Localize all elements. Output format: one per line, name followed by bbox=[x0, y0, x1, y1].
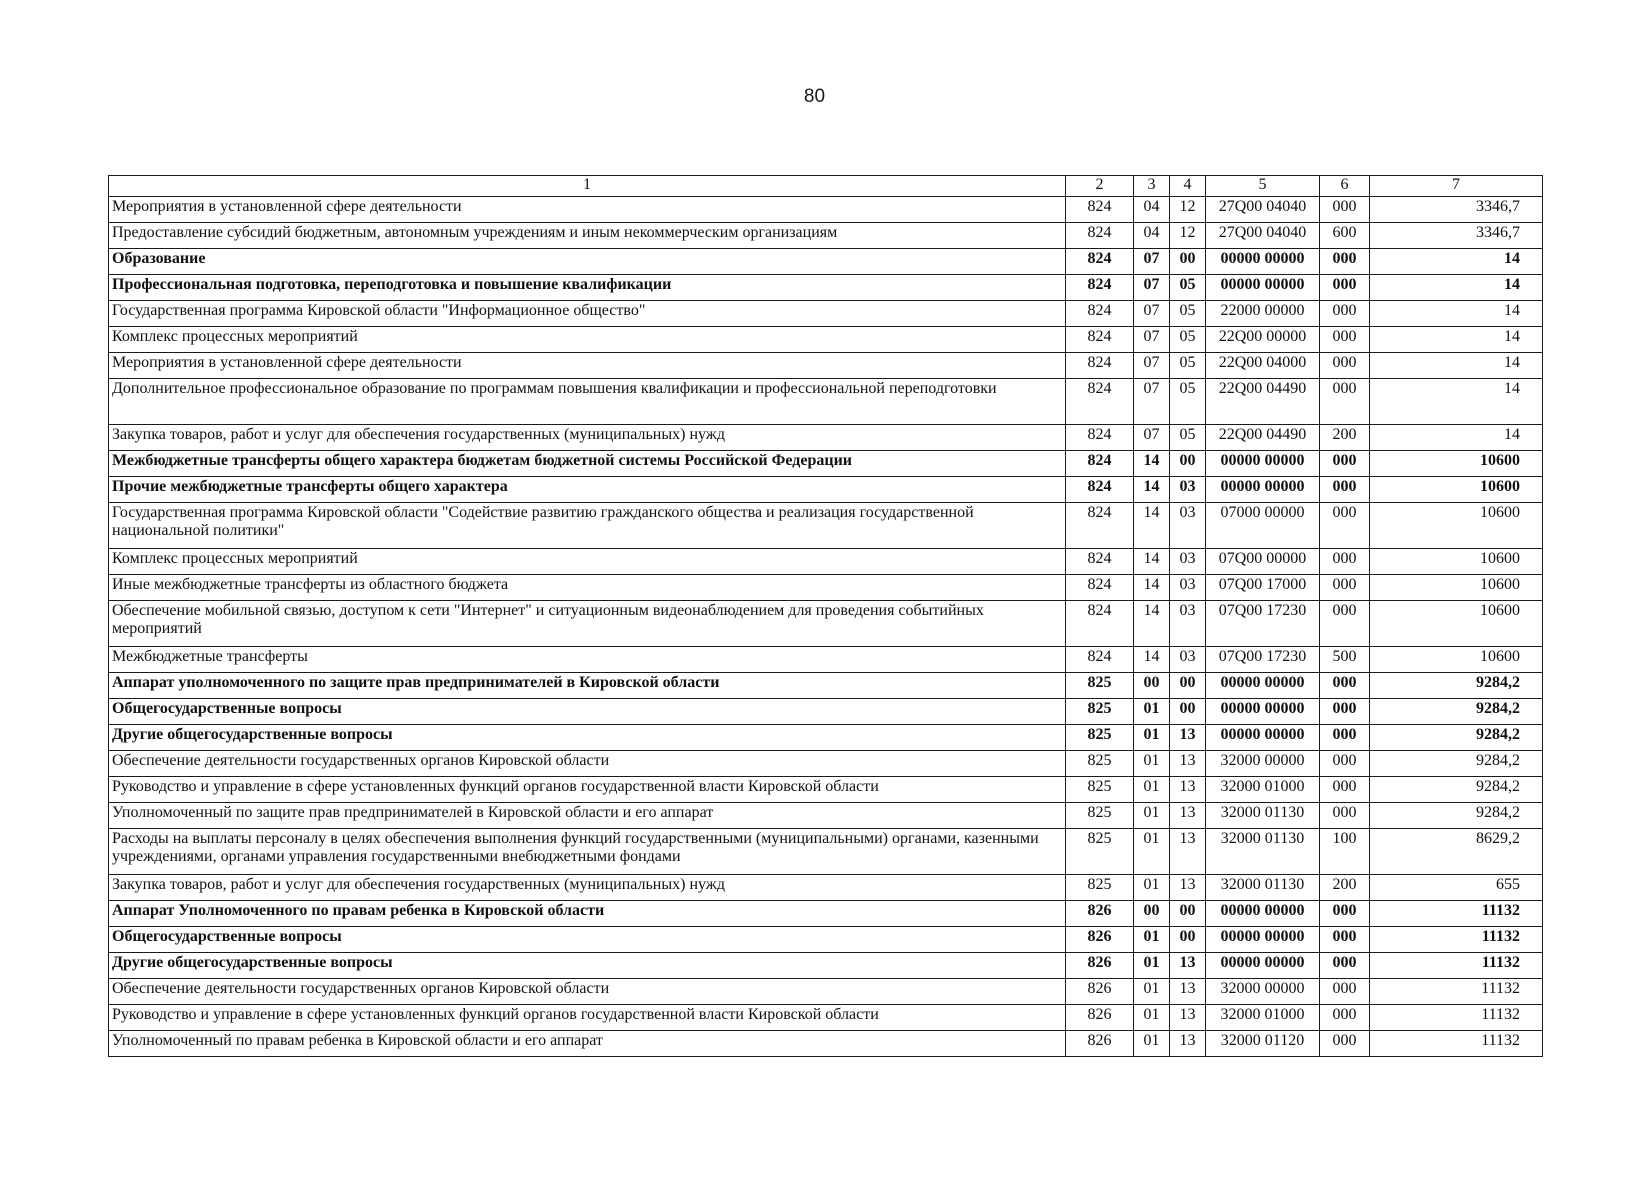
row-name-cell: Другие общегосударственные вопросы bbox=[109, 953, 1066, 979]
row-target-cell: 07Q00 17230 bbox=[1206, 647, 1320, 673]
row-amount-cell: 3346,7 bbox=[1370, 223, 1543, 249]
row-name-cell: Комплекс процессных мероприятий bbox=[109, 549, 1066, 575]
row-name-cell: Межбюджетные трансферты bbox=[109, 647, 1066, 673]
row-code-cell: 824 bbox=[1066, 549, 1134, 575]
row-name-cell: Руководство и управление в сфере установленных функций органов государственной власти Кировской области bbox=[109, 777, 1066, 803]
row-name-cell: Прочие межбюджетные трансферты общего характера bbox=[109, 477, 1066, 503]
row-code-cell: 824 bbox=[1066, 275, 1134, 301]
row-subsection-cell: 05 bbox=[1170, 301, 1206, 327]
row-target-cell: 22Q00 04490 bbox=[1206, 379, 1320, 425]
table-row bbox=[109, 425, 1543, 451]
row-exp-type-cell: 000 bbox=[1320, 503, 1370, 549]
row-code-cell: 824 bbox=[1066, 379, 1134, 425]
row-code-cell: 824 bbox=[1066, 301, 1134, 327]
row-exp-type-cell: 000 bbox=[1320, 601, 1370, 647]
row-exp-type-cell: 600 bbox=[1320, 223, 1370, 249]
row-target-cell: 32000 01000 bbox=[1206, 1005, 1320, 1031]
row-exp-type-cell: 000 bbox=[1320, 1031, 1370, 1057]
row-subsection-cell: 13 bbox=[1170, 829, 1206, 875]
row-name-cell: Государственная программа Кировской области "Информационное общество" bbox=[109, 301, 1066, 327]
row-subsection-cell: 13 bbox=[1170, 1005, 1206, 1031]
row-exp-type-cell: 000 bbox=[1320, 249, 1370, 275]
row-section-cell: 04 bbox=[1134, 223, 1170, 249]
row-subsection-cell: 03 bbox=[1170, 477, 1206, 503]
table-row bbox=[109, 275, 1543, 301]
row-amount-cell: 9284,2 bbox=[1370, 673, 1543, 699]
row-subsection-cell: 03 bbox=[1170, 601, 1206, 647]
row-code-cell: 824 bbox=[1066, 647, 1134, 673]
row-section-cell: 04 bbox=[1134, 197, 1170, 223]
row-amount-cell: 10600 bbox=[1370, 477, 1543, 503]
row-name-cell: Обеспечение деятельности государственных органов Кировской области bbox=[109, 751, 1066, 777]
row-amount-cell: 14 bbox=[1370, 327, 1543, 353]
row-subsection-cell: 13 bbox=[1170, 777, 1206, 803]
table-row bbox=[109, 549, 1543, 575]
row-exp-type-cell: 000 bbox=[1320, 673, 1370, 699]
row-target-cell: 00000 00000 bbox=[1206, 699, 1320, 725]
row-exp-type-cell: 100 bbox=[1320, 829, 1370, 875]
row-code-cell: 824 bbox=[1066, 327, 1134, 353]
row-code-cell: 824 bbox=[1066, 477, 1134, 503]
row-subsection-cell: 13 bbox=[1170, 875, 1206, 901]
table-row bbox=[109, 327, 1543, 353]
table-row bbox=[109, 249, 1543, 275]
row-code-cell: 825 bbox=[1066, 673, 1134, 699]
row-section-cell: 14 bbox=[1134, 503, 1170, 549]
row-amount-cell: 11132 bbox=[1370, 979, 1543, 1005]
row-subsection-cell: 13 bbox=[1170, 751, 1206, 777]
table-row bbox=[109, 829, 1543, 875]
row-code-cell: 824 bbox=[1066, 503, 1134, 549]
row-code-cell: 824 bbox=[1066, 249, 1134, 275]
row-code-cell: 826 bbox=[1066, 1031, 1134, 1057]
row-exp-type-cell: 000 bbox=[1320, 699, 1370, 725]
table-row bbox=[109, 875, 1543, 901]
table-row bbox=[109, 901, 1543, 927]
row-section-cell: 01 bbox=[1134, 803, 1170, 829]
row-exp-type-cell: 000 bbox=[1320, 979, 1370, 1005]
row-target-cell: 00000 00000 bbox=[1206, 953, 1320, 979]
table-row bbox=[109, 751, 1543, 777]
row-section-cell: 14 bbox=[1134, 601, 1170, 647]
row-exp-type-cell: 500 bbox=[1320, 647, 1370, 673]
row-subsection-cell: 00 bbox=[1170, 901, 1206, 927]
row-amount-cell: 9284,2 bbox=[1370, 777, 1543, 803]
row-amount-cell: 10600 bbox=[1370, 647, 1543, 673]
row-section-cell: 07 bbox=[1134, 379, 1170, 425]
table-row bbox=[109, 301, 1543, 327]
row-code-cell: 824 bbox=[1066, 425, 1134, 451]
table-row bbox=[109, 953, 1543, 979]
row-exp-type-cell: 000 bbox=[1320, 327, 1370, 353]
row-section-cell: 00 bbox=[1134, 901, 1170, 927]
row-name-cell: Аппарат уполномоченного по защите прав предпринимателей в Кировской области bbox=[109, 673, 1066, 699]
row-subsection-cell: 05 bbox=[1170, 425, 1206, 451]
row-target-cell: 00000 00000 bbox=[1206, 249, 1320, 275]
row-name-cell: Дополнительное профессиональное образование по программам повышения квалификации и профессиональной переподготовки bbox=[109, 379, 1066, 425]
row-code-cell: 825 bbox=[1066, 699, 1134, 725]
row-name-cell: Образование bbox=[109, 249, 1066, 275]
row-section-cell: 14 bbox=[1134, 477, 1170, 503]
row-amount-cell: 655 bbox=[1370, 875, 1543, 901]
row-name-cell: Обеспечение деятельности государственных органов Кировской области bbox=[109, 979, 1066, 1005]
row-code-cell: 825 bbox=[1066, 777, 1134, 803]
table-row bbox=[109, 353, 1543, 379]
row-section-cell: 01 bbox=[1134, 777, 1170, 803]
row-subsection-cell: 00 bbox=[1170, 451, 1206, 477]
table-row bbox=[109, 777, 1543, 803]
row-section-cell: 01 bbox=[1134, 751, 1170, 777]
row-name-cell: Мероприятия в установленной сфере деятельности bbox=[109, 353, 1066, 379]
header-col-7: 7 bbox=[1370, 176, 1543, 197]
row-amount-cell: 9284,2 bbox=[1370, 725, 1543, 751]
row-target-cell: 00000 00000 bbox=[1206, 673, 1320, 699]
row-name-cell: Аппарат Уполномоченного по правам ребенка в Кировской области bbox=[109, 901, 1066, 927]
row-amount-cell: 11132 bbox=[1370, 1031, 1543, 1057]
header-col-6: 6 bbox=[1320, 176, 1370, 197]
row-subsection-cell: 13 bbox=[1170, 953, 1206, 979]
row-exp-type-cell: 000 bbox=[1320, 927, 1370, 953]
row-subsection-cell: 00 bbox=[1170, 673, 1206, 699]
row-subsection-cell: 03 bbox=[1170, 647, 1206, 673]
table-row bbox=[109, 699, 1543, 725]
row-section-cell: 00 bbox=[1134, 673, 1170, 699]
table-row bbox=[109, 1031, 1543, 1057]
table-body bbox=[109, 176, 1543, 1057]
row-target-cell: 00000 00000 bbox=[1206, 927, 1320, 953]
row-code-cell: 824 bbox=[1066, 223, 1134, 249]
row-code-cell: 824 bbox=[1066, 451, 1134, 477]
row-section-cell: 14 bbox=[1134, 647, 1170, 673]
row-name-cell: Закупка товаров, работ и услуг для обеспечения государственных (муниципальных) нужд bbox=[109, 875, 1066, 901]
table-row bbox=[109, 803, 1543, 829]
row-target-cell: 27Q00 04040 bbox=[1206, 223, 1320, 249]
row-amount-cell: 14 bbox=[1370, 379, 1543, 425]
table-row bbox=[109, 647, 1543, 673]
table-row bbox=[109, 927, 1543, 953]
table-row bbox=[109, 979, 1543, 1005]
row-code-cell: 826 bbox=[1066, 927, 1134, 953]
row-target-cell: 00000 00000 bbox=[1206, 275, 1320, 301]
row-amount-cell: 8629,2 bbox=[1370, 829, 1543, 875]
row-exp-type-cell: 000 bbox=[1320, 901, 1370, 927]
header-col-4: 4 bbox=[1170, 176, 1206, 197]
row-subsection-cell: 13 bbox=[1170, 725, 1206, 751]
row-name-cell: Иные межбюджетные трансферты из областного бюджета bbox=[109, 575, 1066, 601]
row-section-cell: 07 bbox=[1134, 275, 1170, 301]
row-section-cell: 14 bbox=[1134, 575, 1170, 601]
row-subsection-cell: 12 bbox=[1170, 197, 1206, 223]
row-name-cell: Межбюджетные трансферты общего характера бюджетам бюджетной системы Российской Федерации bbox=[109, 451, 1066, 477]
row-exp-type-cell: 000 bbox=[1320, 379, 1370, 425]
row-target-cell: 32000 01130 bbox=[1206, 875, 1320, 901]
row-amount-cell: 10600 bbox=[1370, 575, 1543, 601]
table-row bbox=[109, 725, 1543, 751]
row-subsection-cell: 05 bbox=[1170, 379, 1206, 425]
row-exp-type-cell: 000 bbox=[1320, 549, 1370, 575]
row-subsection-cell: 13 bbox=[1170, 1031, 1206, 1057]
row-code-cell: 826 bbox=[1066, 979, 1134, 1005]
row-target-cell: 32000 01130 bbox=[1206, 803, 1320, 829]
row-code-cell: 824 bbox=[1066, 575, 1134, 601]
row-name-cell: Предоставление субсидий бюджетным, автономным учреждениям и иным некоммерческим организациям bbox=[109, 223, 1066, 249]
row-name-cell: Расходы на выплаты персоналу в целях обеспечения выполнения функций государственными (муниципальными) органами, казенными учреждениями, органами управления государственными внебюджетными фондами bbox=[109, 829, 1066, 875]
row-amount-cell: 9284,2 bbox=[1370, 803, 1543, 829]
page-number: 80 bbox=[803, 86, 826, 107]
row-subsection-cell: 13 bbox=[1170, 979, 1206, 1005]
table-row bbox=[109, 503, 1543, 549]
row-subsection-cell: 03 bbox=[1170, 503, 1206, 549]
row-subsection-cell: 13 bbox=[1170, 803, 1206, 829]
table-row bbox=[109, 451, 1543, 477]
row-amount-cell: 11132 bbox=[1370, 927, 1543, 953]
row-amount-cell: 14 bbox=[1370, 353, 1543, 379]
row-name-cell: Закупка товаров, работ и услуг для обеспечения государственных (муниципальных) нужд bbox=[109, 425, 1066, 451]
row-amount-cell: 11132 bbox=[1370, 901, 1543, 927]
row-subsection-cell: 05 bbox=[1170, 353, 1206, 379]
row-section-cell: 14 bbox=[1134, 451, 1170, 477]
row-section-cell: 07 bbox=[1134, 301, 1170, 327]
row-exp-type-cell: 000 bbox=[1320, 725, 1370, 751]
row-subsection-cell: 00 bbox=[1170, 249, 1206, 275]
header-col-5: 5 bbox=[1206, 176, 1320, 197]
row-exp-type-cell: 000 bbox=[1320, 575, 1370, 601]
row-target-cell: 32000 01130 bbox=[1206, 829, 1320, 875]
row-code-cell: 826 bbox=[1066, 1005, 1134, 1031]
row-amount-cell: 10600 bbox=[1370, 549, 1543, 575]
row-amount-cell: 14 bbox=[1370, 249, 1543, 275]
row-exp-type-cell: 000 bbox=[1320, 1005, 1370, 1031]
table-row bbox=[109, 477, 1543, 503]
table-row bbox=[109, 1005, 1543, 1031]
row-target-cell: 32000 00000 bbox=[1206, 979, 1320, 1005]
row-subsection-cell: 03 bbox=[1170, 549, 1206, 575]
row-section-cell: 01 bbox=[1134, 1031, 1170, 1057]
row-exp-type-cell: 200 bbox=[1320, 425, 1370, 451]
table-row bbox=[109, 575, 1543, 601]
row-exp-type-cell: 000 bbox=[1320, 275, 1370, 301]
row-name-cell: Мероприятия в установленной сфере деятельности bbox=[109, 197, 1066, 223]
row-section-cell: 01 bbox=[1134, 829, 1170, 875]
row-code-cell: 825 bbox=[1066, 803, 1134, 829]
budget-table bbox=[108, 175, 1543, 1057]
row-section-cell: 07 bbox=[1134, 327, 1170, 353]
row-section-cell: 01 bbox=[1134, 979, 1170, 1005]
row-subsection-cell: 05 bbox=[1170, 327, 1206, 353]
row-name-cell: Общегосударственные вопросы bbox=[109, 927, 1066, 953]
row-amount-cell: 10600 bbox=[1370, 451, 1543, 477]
row-section-cell: 07 bbox=[1134, 249, 1170, 275]
row-code-cell: 824 bbox=[1066, 197, 1134, 223]
row-target-cell: 27Q00 04040 bbox=[1206, 197, 1320, 223]
table-row bbox=[109, 379, 1543, 425]
row-exp-type-cell: 000 bbox=[1320, 197, 1370, 223]
row-target-cell: 00000 00000 bbox=[1206, 451, 1320, 477]
row-amount-cell: 14 bbox=[1370, 275, 1543, 301]
row-section-cell: 01 bbox=[1134, 927, 1170, 953]
row-code-cell: 824 bbox=[1066, 353, 1134, 379]
row-section-cell: 01 bbox=[1134, 699, 1170, 725]
row-code-cell: 825 bbox=[1066, 725, 1134, 751]
header-col-1: 1 bbox=[109, 176, 1066, 197]
row-amount-cell: 14 bbox=[1370, 425, 1543, 451]
row-target-cell: 22Q00 04490 bbox=[1206, 425, 1320, 451]
row-amount-cell: 3346,7 bbox=[1370, 197, 1543, 223]
row-exp-type-cell: 000 bbox=[1320, 301, 1370, 327]
table-row bbox=[109, 601, 1543, 647]
row-section-cell: 14 bbox=[1134, 549, 1170, 575]
row-section-cell: 01 bbox=[1134, 953, 1170, 979]
row-subsection-cell: 00 bbox=[1170, 699, 1206, 725]
row-subsection-cell: 00 bbox=[1170, 927, 1206, 953]
row-target-cell: 32000 00000 bbox=[1206, 751, 1320, 777]
row-section-cell: 01 bbox=[1134, 875, 1170, 901]
row-name-cell: Государственная программа Кировской области "Содействие развитию гражданского общества и реализация государственной национальной политики" bbox=[109, 503, 1066, 549]
row-name-cell: Другие общегосударственные вопросы bbox=[109, 725, 1066, 751]
table-row bbox=[109, 673, 1543, 699]
row-name-cell: Уполномоченный по защите прав предпринимателей в Кировской области и его аппарат bbox=[109, 803, 1066, 829]
row-code-cell: 824 bbox=[1066, 601, 1134, 647]
row-amount-cell: 11132 bbox=[1370, 953, 1543, 979]
row-amount-cell: 10600 bbox=[1370, 601, 1543, 647]
table-row bbox=[109, 223, 1543, 249]
row-target-cell: 07000 00000 bbox=[1206, 503, 1320, 549]
row-code-cell: 826 bbox=[1066, 953, 1134, 979]
row-amount-cell: 9284,2 bbox=[1370, 699, 1543, 725]
row-target-cell: 07Q00 17230 bbox=[1206, 601, 1320, 647]
row-exp-type-cell: 000 bbox=[1320, 451, 1370, 477]
row-name-cell: Обеспечение мобильной связью, доступом к сети "Интернет" и ситуационным видеонаблюдением для проведения событийных мероприятий bbox=[109, 601, 1066, 647]
row-exp-type-cell: 200 bbox=[1320, 875, 1370, 901]
row-section-cell: 07 bbox=[1134, 353, 1170, 379]
row-section-cell: 07 bbox=[1134, 425, 1170, 451]
row-amount-cell: 9284,2 bbox=[1370, 751, 1543, 777]
row-exp-type-cell: 000 bbox=[1320, 803, 1370, 829]
row-target-cell: 32000 01120 bbox=[1206, 1031, 1320, 1057]
header-col-2: 2 bbox=[1066, 176, 1134, 197]
row-code-cell: 825 bbox=[1066, 829, 1134, 875]
row-section-cell: 01 bbox=[1134, 725, 1170, 751]
row-name-cell: Общегосударственные вопросы bbox=[109, 699, 1066, 725]
row-name-cell: Профессиональная подготовка, переподготовка и повышение квалификации bbox=[109, 275, 1066, 301]
row-target-cell: 32000 01000 bbox=[1206, 777, 1320, 803]
row-target-cell: 22000 00000 bbox=[1206, 301, 1320, 327]
row-subsection-cell: 12 bbox=[1170, 223, 1206, 249]
table-header-row bbox=[109, 176, 1543, 197]
row-target-cell: 22Q00 04000 bbox=[1206, 353, 1320, 379]
row-exp-type-cell: 000 bbox=[1320, 353, 1370, 379]
row-target-cell: 07Q00 00000 bbox=[1206, 549, 1320, 575]
table-row bbox=[109, 197, 1543, 223]
row-code-cell: 825 bbox=[1066, 751, 1134, 777]
row-target-cell: 00000 00000 bbox=[1206, 725, 1320, 751]
row-subsection-cell: 05 bbox=[1170, 275, 1206, 301]
row-subsection-cell: 03 bbox=[1170, 575, 1206, 601]
row-exp-type-cell: 000 bbox=[1320, 777, 1370, 803]
row-exp-type-cell: 000 bbox=[1320, 477, 1370, 503]
row-exp-type-cell: 000 bbox=[1320, 751, 1370, 777]
row-target-cell: 00000 00000 bbox=[1206, 901, 1320, 927]
row-code-cell: 826 bbox=[1066, 901, 1134, 927]
row-amount-cell: 11132 bbox=[1370, 1005, 1543, 1031]
row-exp-type-cell: 000 bbox=[1320, 953, 1370, 979]
row-amount-cell: 14 bbox=[1370, 301, 1543, 327]
row-name-cell: Комплекс процессных мероприятий bbox=[109, 327, 1066, 353]
row-name-cell: Уполномоченный по правам ребенка в Кировской области и его аппарат bbox=[109, 1031, 1066, 1057]
row-target-cell: 22Q00 00000 bbox=[1206, 327, 1320, 353]
row-code-cell: 825 bbox=[1066, 875, 1134, 901]
row-target-cell: 00000 00000 bbox=[1206, 477, 1320, 503]
row-target-cell: 07Q00 17000 bbox=[1206, 575, 1320, 601]
row-name-cell: Руководство и управление в сфере установленных функций органов государственной власти Кировской области bbox=[109, 1005, 1066, 1031]
row-section-cell: 01 bbox=[1134, 1005, 1170, 1031]
row-amount-cell: 10600 bbox=[1370, 503, 1543, 549]
header-col-3: 3 bbox=[1134, 176, 1170, 197]
